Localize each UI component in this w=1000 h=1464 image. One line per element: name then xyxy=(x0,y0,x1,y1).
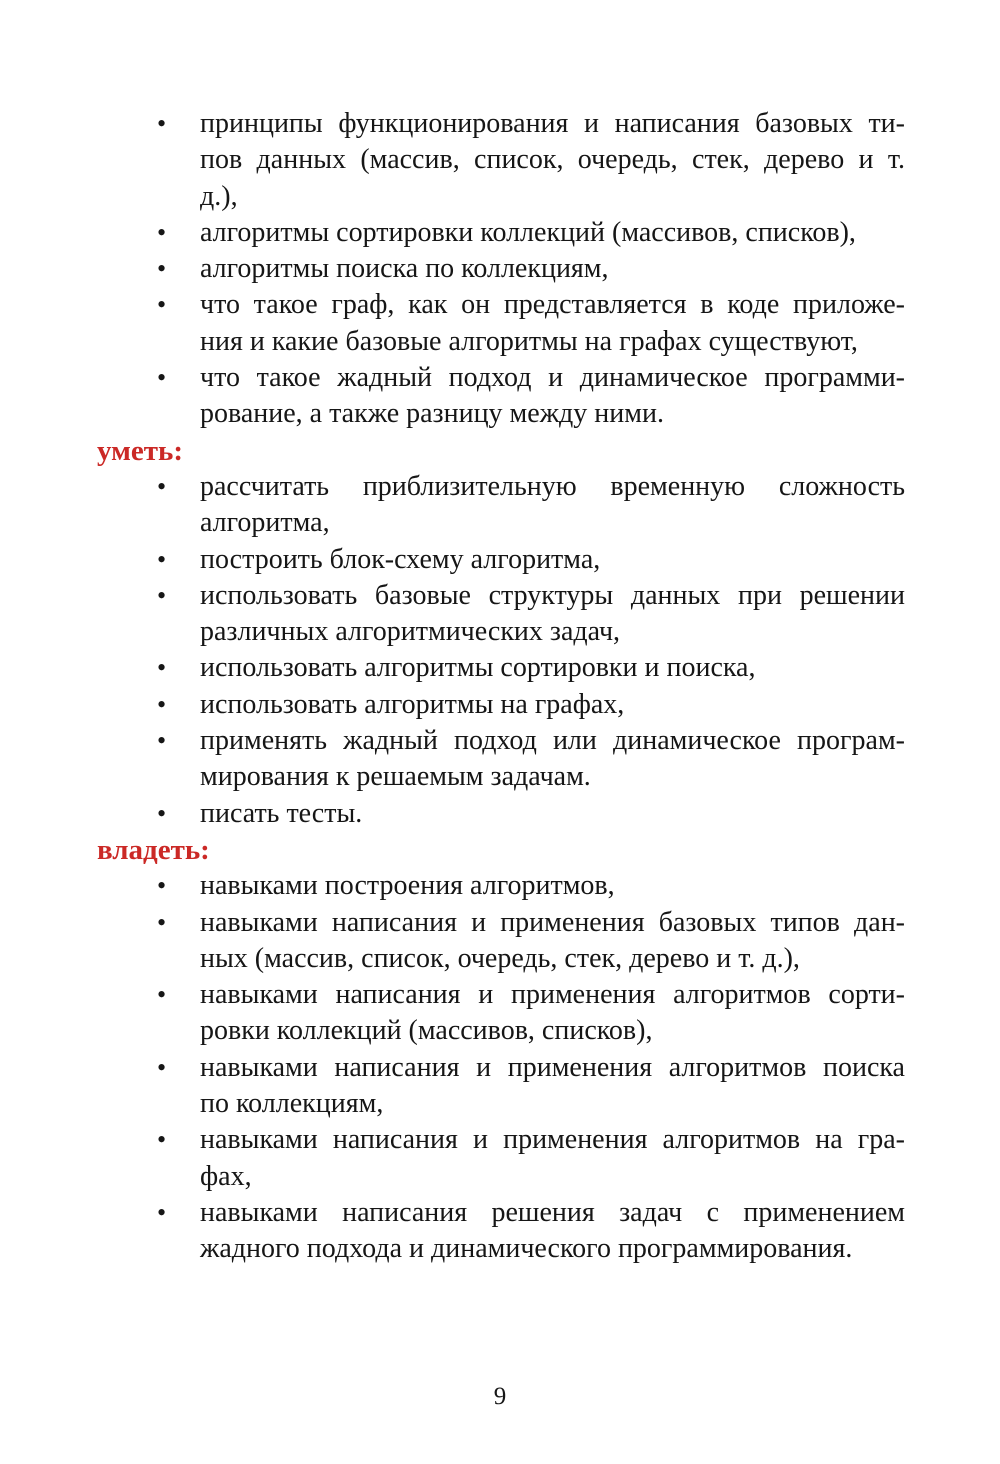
bullet-text xyxy=(200,650,905,686)
bullet-icon: • xyxy=(157,363,167,393)
text-line: ных (массив, список, очередь, стек, дерево и т. д.), xyxy=(200,942,800,974)
bullet-item xyxy=(97,1122,905,1195)
bullet-icon: • xyxy=(157,980,167,1010)
text-line: использовать алгоритмы на графах, xyxy=(200,688,625,720)
bullet-text xyxy=(200,1050,905,1123)
bullet-text xyxy=(200,106,905,215)
section-heading: уметь: xyxy=(97,434,183,467)
bullet-item xyxy=(97,106,905,215)
bullet-item xyxy=(97,796,905,832)
text-line: навыками написания и применения алгоритмов на гра- xyxy=(200,1124,905,1156)
bullet-icon: • xyxy=(157,689,167,719)
bullet-icon: • xyxy=(157,726,167,756)
page-number: 9 xyxy=(493,1383,507,1410)
text-line: навыками написания и применения алгоритмов поиска xyxy=(200,1051,905,1083)
bullet-item xyxy=(97,1195,905,1268)
text-line: по коллекциям, xyxy=(200,1088,384,1120)
bullet-item xyxy=(97,251,905,287)
text-line: фах, xyxy=(200,1160,252,1192)
bullet-icon: • xyxy=(157,580,167,610)
text-line: использовать алгоритмы сортировки и поиска, xyxy=(200,652,756,684)
text-line: жадного подхода и динамического программирования. xyxy=(200,1233,853,1265)
text-line: навыками написания решения задач с применением xyxy=(200,1196,905,1228)
bullet-item xyxy=(97,542,905,578)
bullet-icon: • xyxy=(157,1125,167,1155)
section-heading: владеть: xyxy=(97,833,210,866)
bullet-item xyxy=(97,469,905,542)
text-line: рование, а также разницу между ними. xyxy=(200,398,664,430)
text-line: что такое жадный подход и динамическое программи- xyxy=(200,362,905,394)
bullet-icon: • xyxy=(157,798,167,828)
text-line: писать тесты. xyxy=(200,797,363,829)
bullet-item xyxy=(97,578,905,651)
bullet-icon: • xyxy=(157,1052,167,1082)
bullet-item xyxy=(97,1050,905,1123)
text-line: применять жадный подход или динамическое програм- xyxy=(200,725,905,757)
bullet-text xyxy=(200,469,905,542)
text-line: ния и какие базовые алгоритмы на графах существуют, xyxy=(200,325,858,357)
text-line: различных алгоритмических задач, xyxy=(200,616,621,648)
text-line: навыками написания и применения алгоритмов сорти- xyxy=(200,979,905,1011)
text-line: алгоритма, xyxy=(200,507,330,539)
bullet-text xyxy=(200,542,905,578)
text-line: ровки коллекций (массивов, списков), xyxy=(200,1015,653,1047)
bullet-text xyxy=(200,1195,905,1268)
text-line: рассчитать приблизительную временную сложность xyxy=(200,470,905,502)
bullet-item xyxy=(97,215,905,251)
bullet-icon: • xyxy=(157,109,167,138)
bullet-text xyxy=(200,687,905,723)
bullet-text xyxy=(200,251,905,287)
text-line: что такое граф, как он представляется в коде приложе- xyxy=(200,289,905,321)
bullet-item xyxy=(97,360,905,433)
bullet-icon: • xyxy=(157,1197,167,1227)
bullet-text xyxy=(200,723,905,796)
text-line: принципы функционирования и написания базовых ти- xyxy=(200,108,905,139)
text-line: навыками построения алгоритмов, xyxy=(200,870,615,902)
bullet-text xyxy=(200,287,905,360)
text-line: использовать базовые структуры данных при решении xyxy=(200,579,905,611)
bullet-icon: • xyxy=(157,290,167,320)
bullet-item xyxy=(97,723,905,796)
bullet-icon: • xyxy=(157,471,167,501)
bullet-text xyxy=(200,905,905,978)
text-line: алгоритмы сортировки коллекций (массивов, списков), xyxy=(200,216,856,248)
bullet-item xyxy=(97,687,905,723)
bullet-icon: • xyxy=(157,907,167,937)
bullet-item xyxy=(97,287,905,360)
bullet-text xyxy=(200,578,905,651)
bullet-icon: • xyxy=(157,653,167,683)
bullet-icon: • xyxy=(157,544,167,574)
bullet-text xyxy=(200,1122,905,1195)
bullet-text xyxy=(200,977,905,1050)
bullet-item xyxy=(97,977,905,1050)
text-body xyxy=(97,106,905,1268)
bullet-item xyxy=(97,905,905,978)
bullet-text xyxy=(200,215,905,251)
bullet-icon: • xyxy=(157,871,167,901)
bullet-text xyxy=(200,868,905,904)
bullet-item xyxy=(97,650,905,686)
text-line: навыками написания и применения базовых типов дан- xyxy=(200,906,905,938)
bullet-text xyxy=(200,796,905,832)
bullet-text xyxy=(200,360,905,433)
bullet-item xyxy=(97,868,905,904)
bullet-icon: • xyxy=(157,217,167,247)
text-line: д.), xyxy=(200,180,238,212)
bullet-icon: • xyxy=(157,254,167,284)
text-line: построить блок-схему алгоритма, xyxy=(200,543,601,575)
text-line: пов данных (массив, список, очередь, стек, дерево и т. xyxy=(200,144,905,176)
text-line: алгоритмы поиска по коллекциям, xyxy=(200,253,609,285)
text-line: мирования к решаемым задачам. xyxy=(200,761,591,793)
